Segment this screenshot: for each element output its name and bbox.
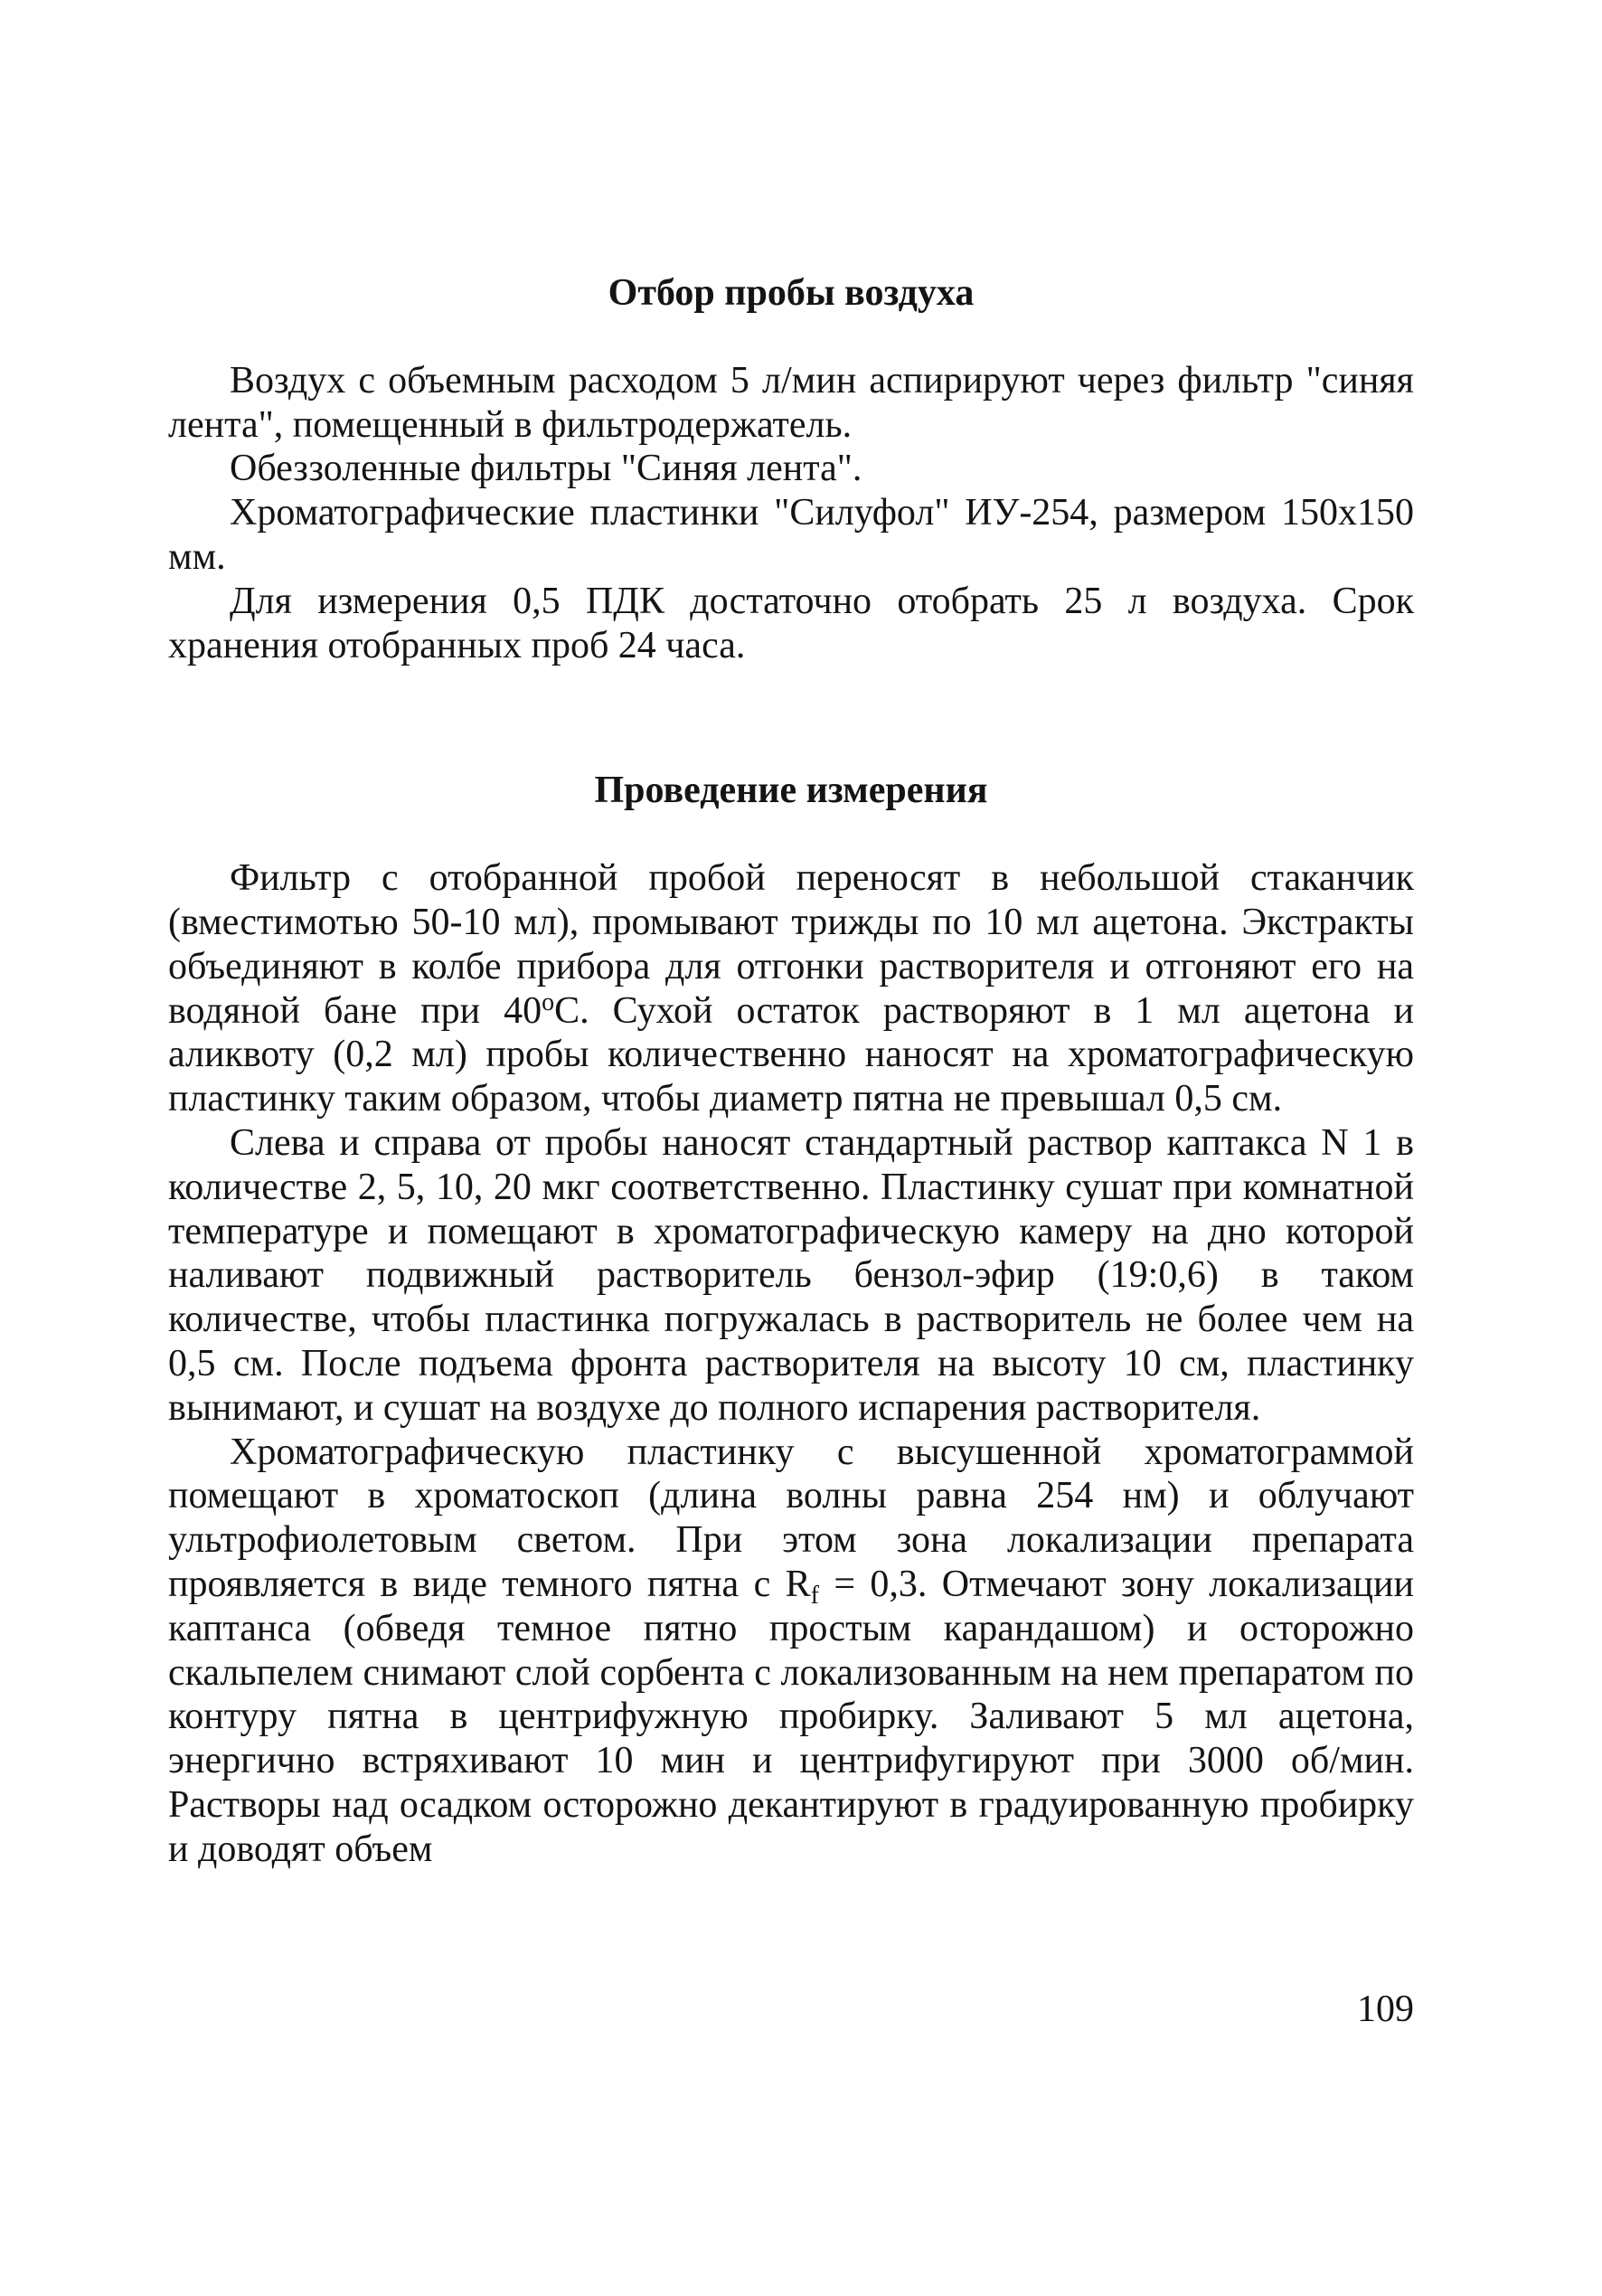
paragraph-chromatoscope	[168, 1431, 1414, 1872]
text-run: Хроматографическую пластинку с высушенной хроматограммой помещают в хроматоскоп (длина волны равна 254 нм) и облучают ультрофиолетовым светом. При этом зона локализации препарата проявляется в виде темного пятна с R	[168, 1431, 1414, 1605]
text-run: = 0,3. Отмечают зону локализации каптанса (обведя темное пятно простым карандашом) и осторожно скальпелем снимают слой сорбента с локализованным на нем препаратом по контуру пятна в центрифужную пробирку. Заливают 5 мл ацетона, энергично встряхивают 10 мин и центрифугируют при 3000 об/мин. Растворы над осадком осторожно декантируют в градуированную пробирку и доводят объем	[168, 1563, 1414, 1870]
text-run: Фильтр с отобранной пробой переносят в небольшой стаканчик (вместимотью 50-10 мл), промывают трижды по 10 мл ацетона. Экстракты объединяют в колбе прибора для отгонки растворителя и отгоняют его на водяной бане при 40	[168, 857, 1414, 1032]
rf-subscript: f	[810, 1581, 819, 1610]
paragraph-standard-solution: Слева и справа от пробы наносят стандартный раствор каптакса N 1 в количестве 2, 5, 10, 20 мкг соответственно. Пластинку сушат при комнатной температуре и помещают в хроматографическую камеру на дно которой наливают подвижный растворитель бензол-эфир (19:0,6) в таком количестве, чтобы пластинка погружалась в растворитель не более чем на 0,5 см. После подъема фронта растворителя на высоту 10 см, пластинку вынимают, и сушат на воздухе до полного испарения растворителя.	[168, 1121, 1414, 1429]
page-body	[168, 271, 1414, 1872]
paragraph-plates: Хроматографические пластинки "Силуфол" ИУ-254, размером 150х150 мм.	[168, 492, 1414, 578]
page-number: 109	[1357, 1989, 1414, 2030]
paragraph-air-flow: Воздух с объемным расходом 5 л/мин аспирируют через фильтр "синяя лента", помещенный в фильтродержатель.	[168, 359, 1414, 446]
text-run: С. Сухой остаток растворяют в 1 мл ацетона и аликвоту (0,2 мл) пробы количественно наносят на хроматографическую пластинку таким образом, чтобы диаметр пятна не превышал 0,5 см.	[168, 989, 1414, 1120]
paragraph-filters: Обеззоленные фильтры "Синяя лента".	[230, 448, 862, 490]
paragraph-extraction	[168, 856, 1414, 1121]
section-title-air-sampling: Отбор пробы воздуха	[608, 272, 975, 314]
paragraph-sample-volume: Для измерения 0,5 ПДК достаточно отобрать 25 л воздуха. Срок хранения отобранных проб 24 часа.	[168, 580, 1414, 666]
degree-superscript: о	[542, 987, 555, 1016]
section-title-measurement: Проведение измерения	[594, 770, 988, 812]
